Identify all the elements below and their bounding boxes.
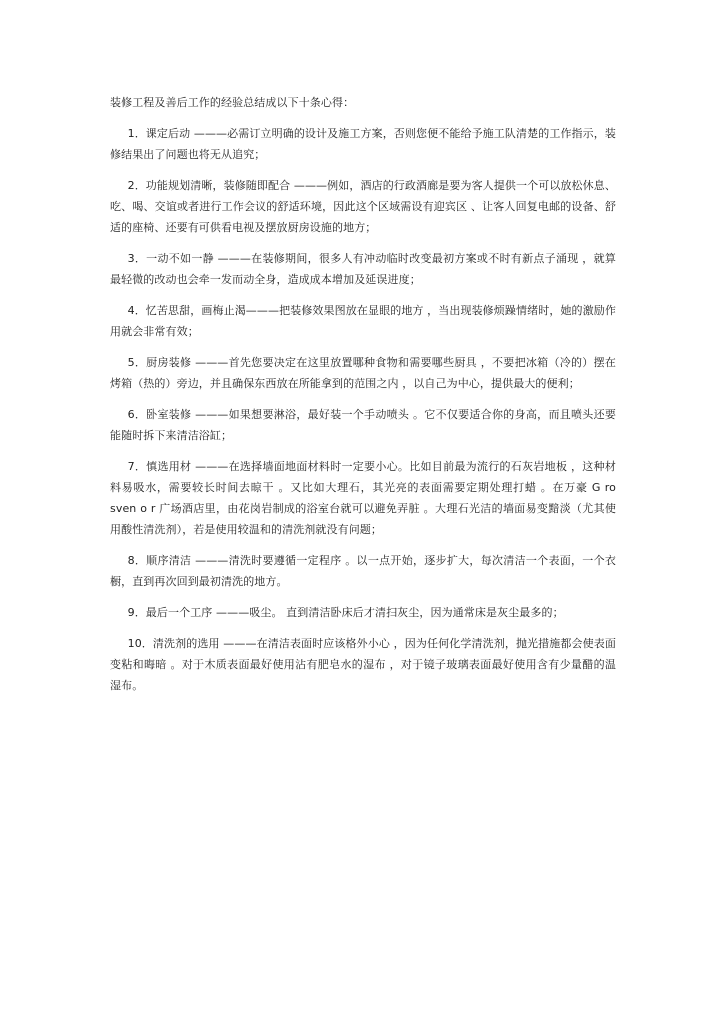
- document-body: [110, 92, 616, 706]
- tip-paragraph-5: 5．厨房装修 ———首先您要决定在这里放置哪种食物和需要哪些厨具 ，不要把冰箱（冷的）摆在烤箱（热的）旁边，并且确保东西放在所能拿到的范围之内 ，以自己为中心，提供最大的便利；: [110, 356, 616, 390]
- tip-paragraph-1: 1．课定后动 ———必需订立明确的设计及施工方案，否则您便不能给予施工队清楚的工作指示，装修结果出了问题也将无从追究；: [110, 127, 616, 161]
- tip-paragraph-10: 10．清洗剂的选用 ———在清洁表面时应该格外小心 ，因为任何化学清洗剂，抛光措施都会使表面变粘和晦暗 。对于木质表面最好使用沾有肥皂水的湿布 ，对于镜子玻璃表面最好使用含有少量醋的温湿布。: [110, 637, 616, 692]
- tip-paragraph-6: 6．卧室装修 ———如果想要淋浴，最好装一个手动喷头 。它不仅要适合你的身高，而且喷头还要能随时拆下来清洁浴缸；: [110, 408, 616, 442]
- tip-paragraph-2: 2．功能规划清晰，装修随即配合 ———例如，酒店的行政酒廊是要为客人提供一个可以放松休息、吃、喝、交谊或者进行工作会议的舒适环境，因此这个区域需设有迎宾区 、让客人回复电邮的设备、舒适的座椅、还要有可供看电视及摆放厨房设施的地方；: [110, 179, 616, 234]
- tip-paragraph-9: 9．最后一个工序 ———吸尘。 直到清洁卧床后才清扫灰尘，因为通常床是灰尘最多的；: [127, 606, 564, 619]
- intro-paragraph: 装修工程及善后工作的经验总结成以下十条心得：: [110, 96, 355, 109]
- tip-paragraph-7: 7．慎选用材 ———在选择墙面地面材料时一定要小心。比如目前最为流行的石灰岩地板 ，这种材料易吸水，需要较长时间去晾干 。又比如大理石，其光亮的表面需要定期处理打蜡 。在万豪 G ro sven o r 广场酒店里，由花岗岩制成的浴室台就可以避免弄脏 。大理石光洁的墙面易变黯淡（尤其使用酸性清洗剂），若是使用较温和的清洗剂就没有问题；: [110, 460, 616, 536]
- tip-paragraph-3: 3．一动不如一静 ———在装修期间，很多人有冲动临时改变最初方案或不时有新点子涌现 ，就算最轻微的改动也会牵一发而动全身，造成成本增加及延误进度；: [110, 252, 616, 286]
- tip-paragraph-4: 4．忆苦思甜，画梅止渴———把装修效果图放在显眼的地方 ，当出现装修烦躁情绪时，她的激励作用就会非常有效；: [110, 304, 616, 338]
- tip-paragraph-8: 8．顺序清洁 ———清洗时要遵循一定程序 。以一点开始，逐步扩大，每次清洁一个表面，一个衣橱，直到再次回到最初清洗的地方。: [110, 554, 616, 588]
